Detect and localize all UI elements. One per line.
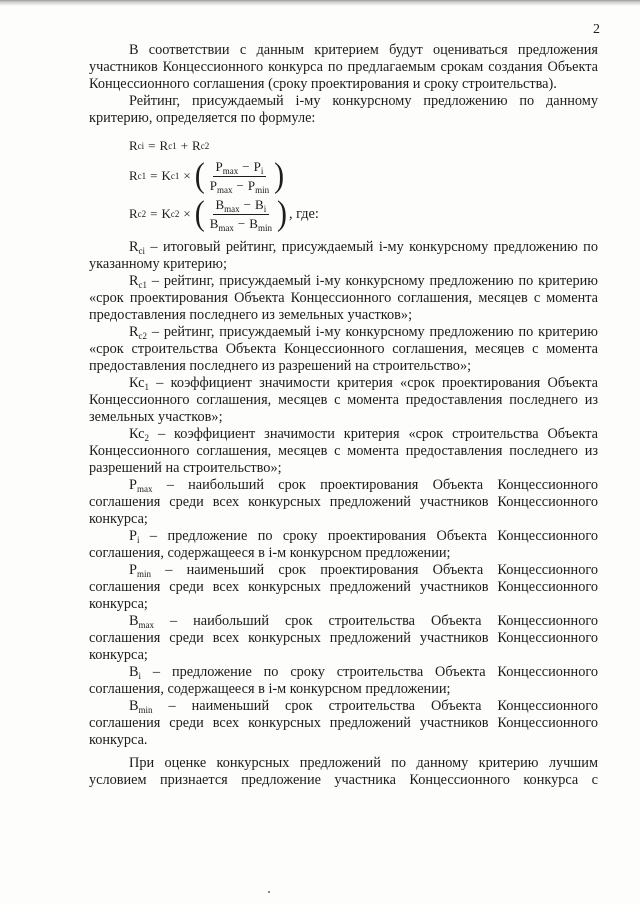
formula-row-design: R c1 = K c1 × ( $\frac{P_{max} - P_i}{P_{max} - P_{min}}$ ) [129,156,285,195]
left-paren-icon: ( [194,156,205,195]
definition-kc1: $Кс_1$ – коэффициент значимости критерия «срок проектирования Объекта Концессионного соглашения, месяцев с момента предоставления последнего из земельных участков»; [89,375,598,425]
paragraph-conclusion: При оценке конкурсных предложений по данному критерию лучшим условием признается предложение участника Концессионного конкурса с [89,755,598,788]
paragraph-rating: Рейтинг, присуждаемый i-му конкурсному предложению по данному критерию, определяется по формуле: [89,93,598,126]
document-body [89,42,598,789]
definition-bmax: $B_{max}$ – наибольший срок строительства Объекта Концессионного соглашения среди всех конкурсных предложений участников Концессионного конкурса; [89,613,598,663]
definition-pi: $P_i$ – предложение по сроку проектирования Объекта Концессионного соглашения, содержащееся в i-м конкурсном предложении; [89,528,598,561]
fraction-construction: $\frac{B_{max} - B_i}{B_{max} - B_{min}}$ [209,196,272,233]
formula-row-total: R ci = R c1 + R c2 [129,138,210,153]
paragraph-intro: В соответствии с данным критерием будут оцениваться предложения участников Концессионного конкурса по предлагаемым срокам создания Объекта Концессионного соглашения (сроку проектирования и сроку строительства). [89,42,598,92]
right-paren-icon: ) [276,194,287,233]
definition-kc2: $Кс_2$ – коэффициент значимости критерия «срок строительства Объекта Концессионного соглашения, месяцев с момента предоставления последнего из разрешений на строительство»; [89,426,598,476]
right-paren-icon: ) [274,156,285,195]
definition-bmin: $B_{min}$ – наименьший срок строительства Объекта Концессионного соглашения среди всех конкурсных предложений участников Концессионного конкурса. [89,698,598,748]
formula-row-construction: R c2 = K c2 × ( $\frac{B_{max} - B_i}{B_{max} - B_{min}}$ ) , где: [129,194,319,233]
fraction-design: $\frac{P_{max} - P_i}{P_{max} - P_{min}}$ [209,158,270,195]
definition-pmin: $P_{min}$ – наименьший срок проектирования Объекта Концессионного соглашения среди всех конкурсных предложений участников Концессионного конкурса; [89,562,598,612]
definition-pmax: $P_{max}$ – наибольший срок проектирования Объекта Концессионного соглашения среди всех конкурсных предложений участников Концессионного конкурса; [89,477,598,527]
page-number: 2 [593,22,600,37]
definition-rci: $R_{ci}$ – итоговый рейтинг, присуждаемый i-му конкурсному предложению по указанному критерию; [89,239,598,272]
formula-block [129,135,598,233]
left-paren-icon: ( [194,194,205,233]
definition-rc1: $R_{c1}$ – рейтинг, присуждаемый i-му конкурсному предложению по критерию «срок проектирования Объекта Концессионного соглашения, месяцев с момента предоставления последнего из земельных участков»; [89,273,598,323]
definition-bi: $B_i$ – предложение по сроку строительства Объекта Концессионного соглашения, содержащееся в i-м конкурсном предложении; [89,664,598,697]
scan-speck [268,891,270,893]
scan-edge [0,0,640,6]
definition-rc2: $R_{c2}$ – рейтинг, присуждаемый i-му конкурсному предложению по критерию «срок строительства Объекта Концессионного соглашения, месяцев с момента предоставления последнего из разрешений на строительство»; [89,324,598,374]
